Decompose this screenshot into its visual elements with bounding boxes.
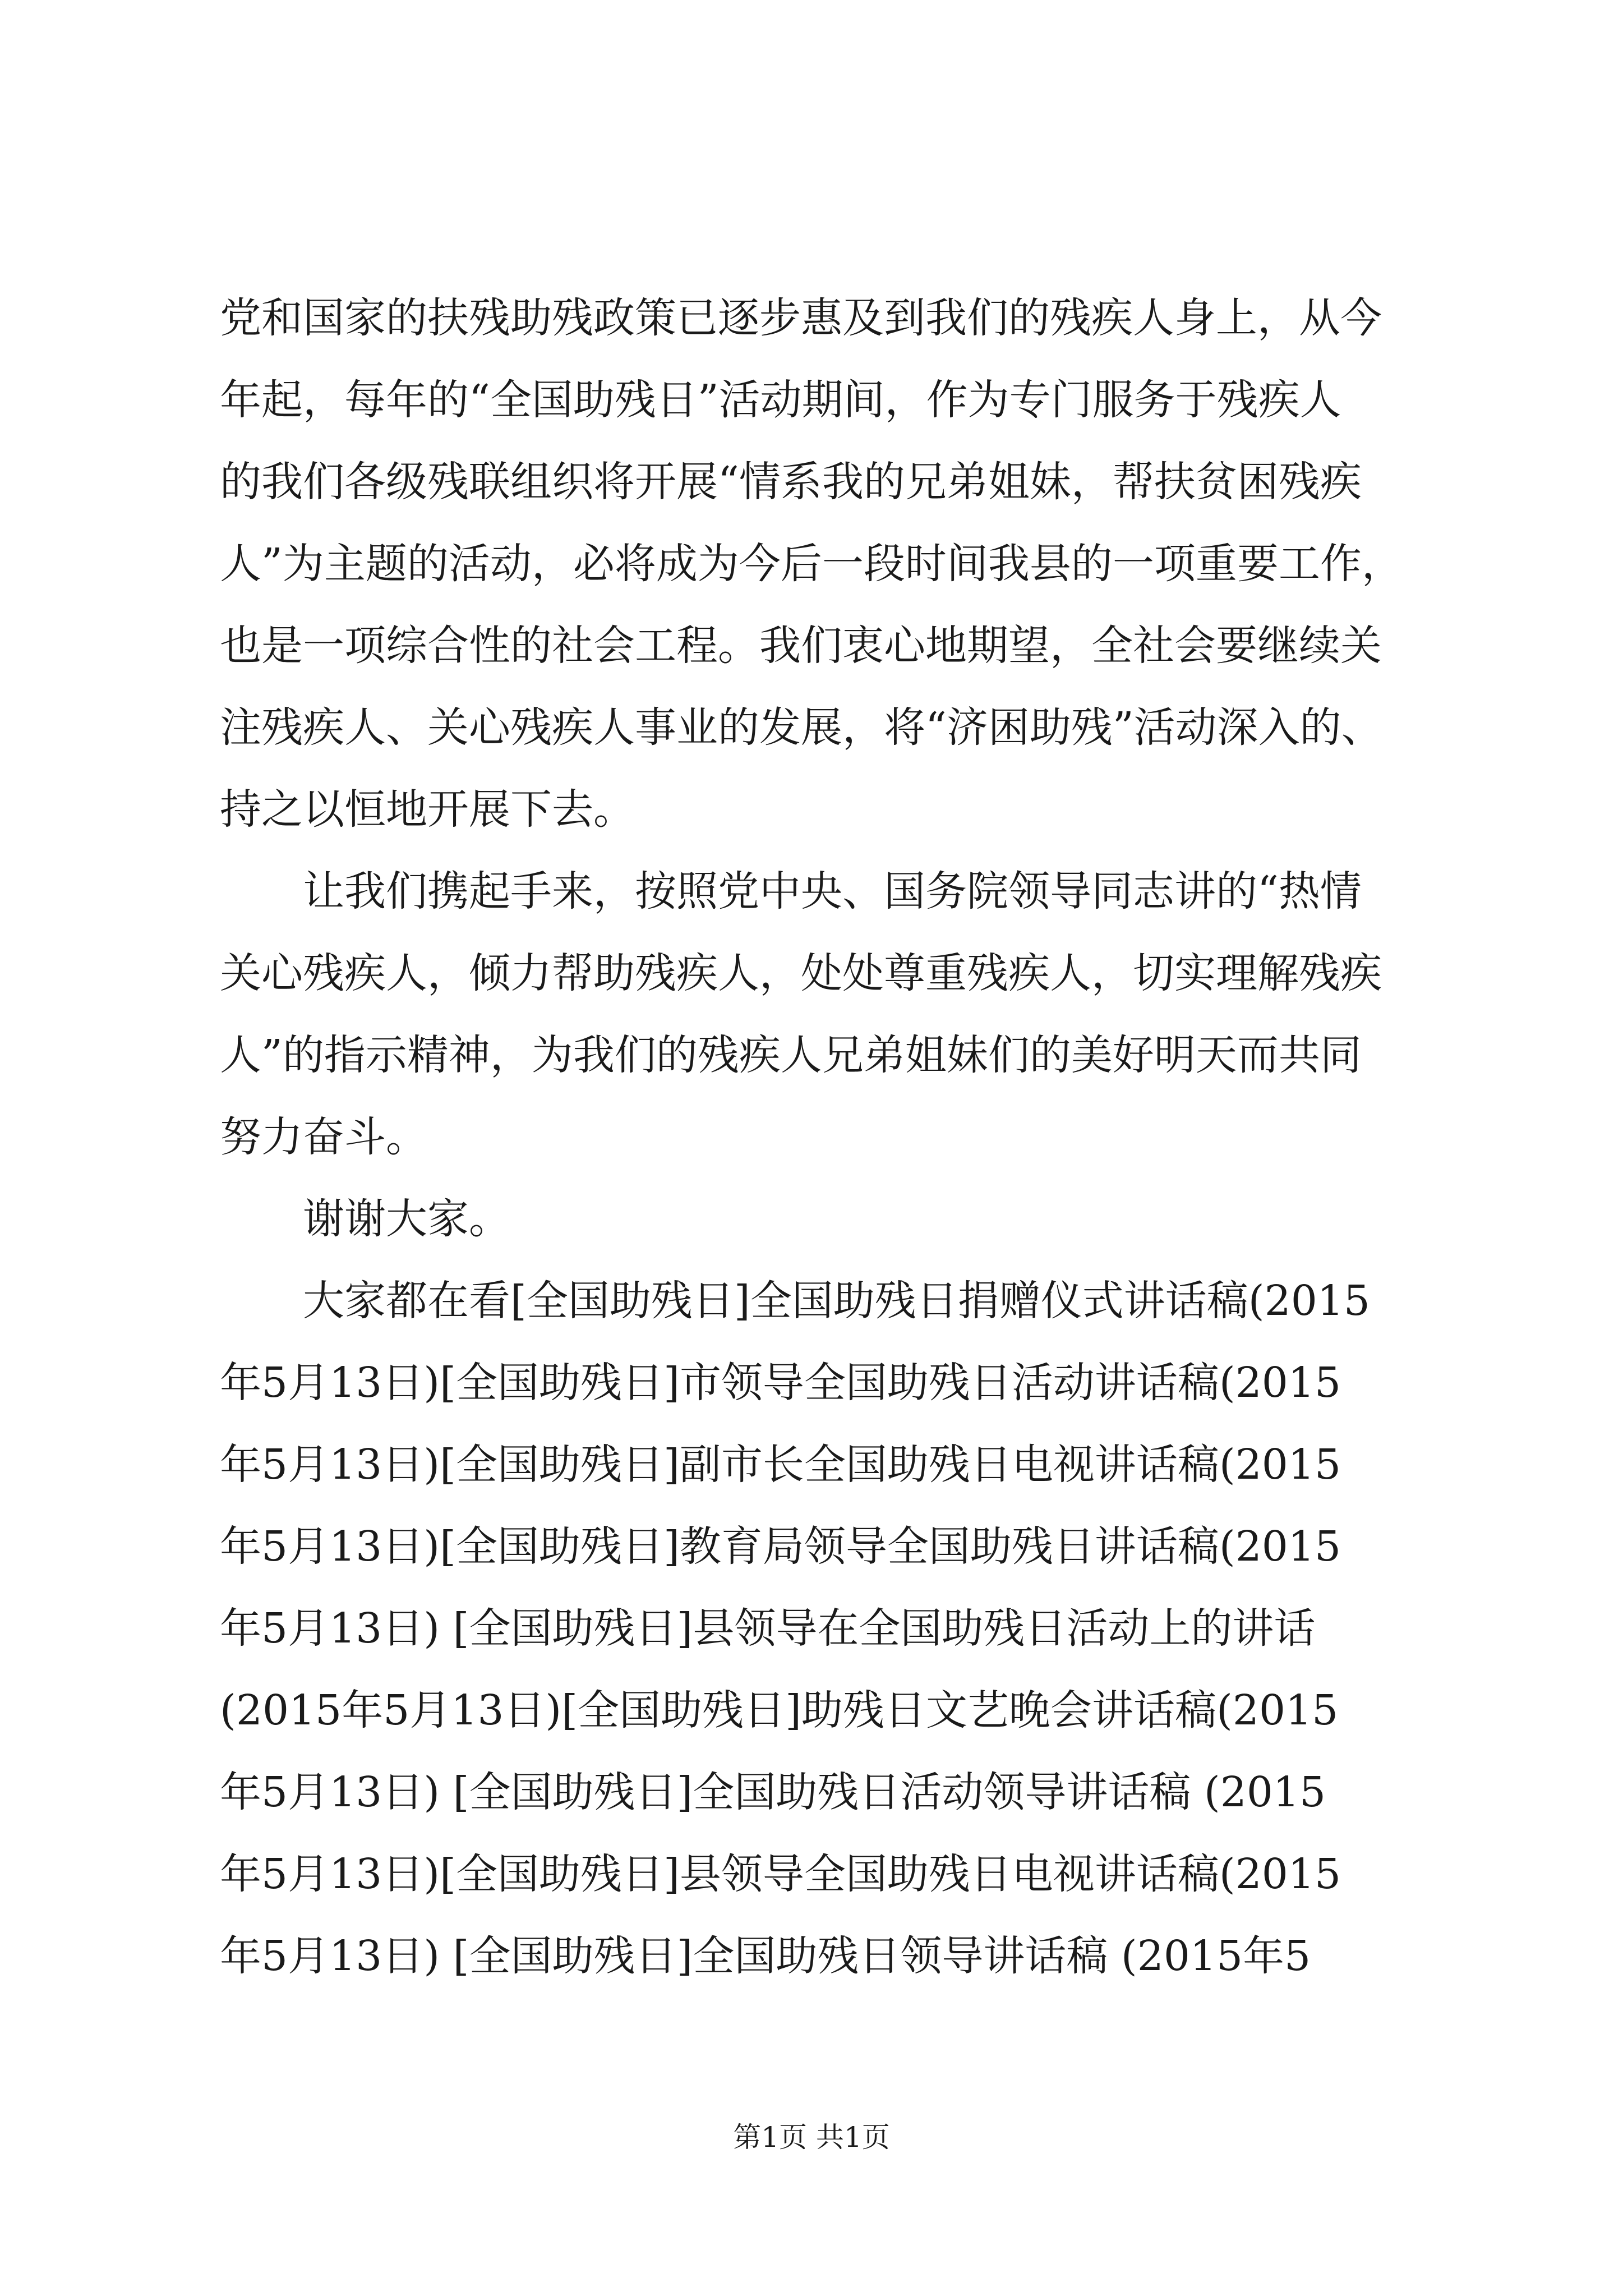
body-line: 年5月13日) [全国助残日]全国助残日领导讲话稿 (2015年5 [220, 1932, 1311, 1980]
body-line: 努力奋斗。 [220, 1113, 427, 1161]
body-line: 谢谢大家。 [303, 1195, 510, 1243]
body-line: 年5月13日)[全国助残日]市领导全国助残日活动讲话稿(2015 [220, 1359, 1341, 1407]
body-line: 年5月13日) [全国助残日]县领导在全国助残日活动上的讲话 [220, 1604, 1316, 1653]
page-footer: 第1页 共1页 [733, 2121, 890, 2154]
body-line: 年5月13日)[全国助残日]副市长全国助残日电视讲话稿(2015 [220, 1441, 1341, 1489]
body-line: 人”的指示精神，为我们的残疾人兄弟姐妹们的美好明天而共同 [220, 1031, 1362, 1079]
body-line: 让我们携起手来，按照党中央、国务院领导同志讲的“热情 [303, 867, 1362, 915]
body-line: 年5月13日) [全国助残日]全国助残日活动领导讲话稿 (2015 [220, 1768, 1326, 1816]
body-line: 注残疾人、关心残疾人事业的发展，将“济困助残”活动深入的、 [220, 703, 1383, 752]
body-line: 人”为主题的活动，必将成为今后一段时间我县的一项重要工作， [220, 540, 1403, 588]
body-line: (2015年5月13日)[全国助残日]助残日文艺晚会讲话稿(2015 [220, 1686, 1339, 1734]
body-line: 也是一项综合性的社会工程。我们衷心地期望，全社会要继续关 [220, 622, 1382, 670]
body-line: 持之以恒地开展下去。 [220, 785, 635, 834]
body-line: 大家都在看[全国助残日]全国助残日捐赠仪式讲话稿(2015 [303, 1277, 1370, 1325]
body-line: 关心残疾人，倾力帮助残疾人，处处尊重残疾人，切实理解残疾 [220, 949, 1382, 997]
body-line: 年5月13日)[全国助残日]县领导全国助残日电视讲话稿(2015 [220, 1850, 1341, 1898]
body-line: 年起，每年的“全国助残日”活动期间，作为专门服务于残疾人 [220, 376, 1341, 424]
body-line: 年5月13日)[全国助残日]教育局领导全国助残日讲话稿(2015 [220, 1522, 1341, 1571]
body-line: 的我们各级残联组织将开展“情系我的兄弟姐妹，帮扶贫困残疾 [220, 458, 1362, 506]
body-line: 党和国家的扶残助残政策已逐步惠及到我们的残疾人身上，从今 [220, 294, 1382, 342]
